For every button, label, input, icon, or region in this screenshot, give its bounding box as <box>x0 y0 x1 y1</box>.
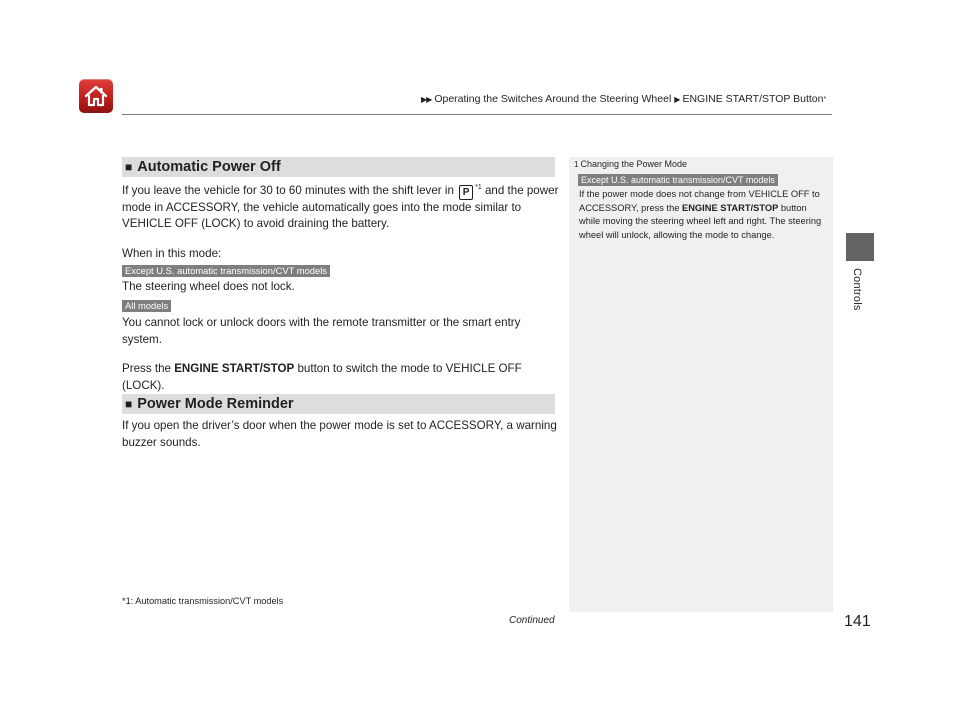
model-tag-all-models: All models <box>122 300 171 312</box>
breadcrumb <box>421 93 826 105</box>
home-button[interactable] <box>79 79 113 113</box>
engine-start-stop-term: ENGINE START/STOP <box>174 362 295 375</box>
section-heading-power-mode-reminder <box>122 394 555 414</box>
breadcrumb-item-engine-button[interactable]: ENGINE START/STOP Button <box>682 93 824 105</box>
auto-off-paragraph <box>122 180 562 233</box>
reminder-paragraph: If you open the driver’s door when the power mode is set to ACCESSORY, a warning buzzer sounds. <box>122 419 557 449</box>
chapter-tab-label[interactable]: Controls <box>851 268 863 311</box>
note-marker-icon: 1 <box>574 160 579 169</box>
home-icon <box>83 84 109 108</box>
breadcrumb-item-switches[interactable]: Operating the Switches Around the Steering Wheel <box>434 93 672 105</box>
note-text: button while moving the steering wheel left and right. The steering wheel will unlock, allowing the mode to change. <box>579 202 822 240</box>
note-text: If the power mode does not change from VEHICLE OFF to ACCESSORY, press the <box>579 189 820 213</box>
footnote-ref[interactable]: *1 <box>475 184 482 191</box>
para-text: and the power mode in ACCESSORY, the vehicle automatically goes into the mode similar to VEHICLE OFF (LOCK) to avoid draining the battery. <box>122 183 559 231</box>
header-divider <box>122 114 832 115</box>
steering-lock-text: The steering wheel does not lock. <box>122 280 295 293</box>
model-tag-except-us: Except U.S. automatic transmission/CVT models <box>122 265 330 277</box>
breadcrumb-arrow-icon: ▶ <box>674 94 680 104</box>
remote-lock-text: You cannot lock or unlock doors with the remote transmitter or the smart entry system. <box>122 316 521 346</box>
engine-start-stop-term: ENGINE START/STOP <box>682 202 779 213</box>
p-key-icon: P <box>459 185 473 200</box>
when-in-mode-text: When in this mode: <box>122 247 222 260</box>
continued-label: Continued <box>509 615 555 626</box>
heading-square-icon: ■ <box>125 397 133 411</box>
page-number: 141 <box>844 613 871 630</box>
section-title: Automatic Power Off <box>137 159 281 175</box>
heading-square-icon: ■ <box>125 160 133 174</box>
side-note-title-text: Changing the Power Mode <box>580 159 688 169</box>
para-text: Press the <box>122 362 175 375</box>
side-note-text <box>579 188 829 242</box>
footnote: *1: Automatic transmission/CVT models <box>122 596 284 606</box>
side-note-model-tag: Except U.S. automatic transmission/CVT models <box>578 174 778 186</box>
section-title: Power Mode Reminder <box>137 396 294 412</box>
side-note-title <box>574 159 687 169</box>
para-text: If you leave the vehicle for 30 to 60 minutes with the shift lever in <box>122 183 458 197</box>
section-heading-automatic-power-off <box>122 157 555 177</box>
breadcrumb-asterisk: * <box>823 95 827 103</box>
press-button-paragraph <box>122 361 562 394</box>
chapter-tab-marker[interactable] <box>846 233 874 261</box>
para-text: button to switch the mode to VEHICLE OFF (LOCK). <box>122 362 522 392</box>
breadcrumb-arrow-icon: ▶▶ <box>421 94 432 104</box>
